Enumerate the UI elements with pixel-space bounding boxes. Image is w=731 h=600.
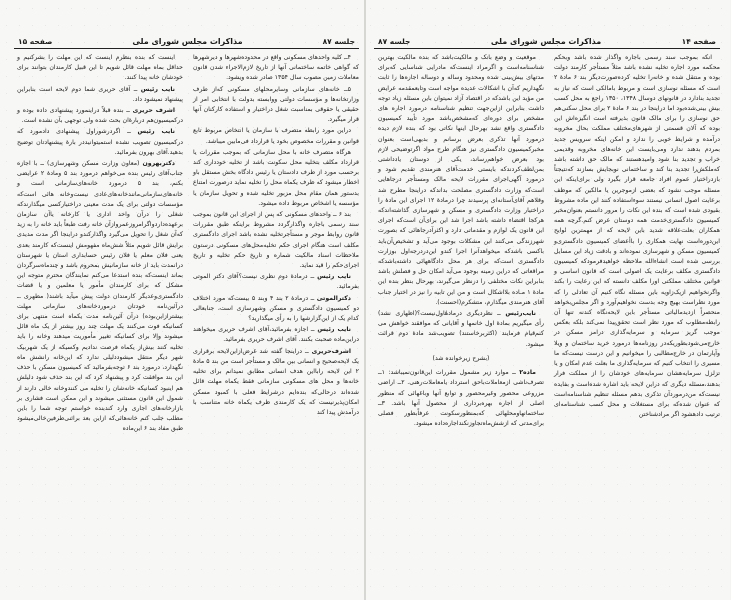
paragraph xyxy=(193,294,359,325)
speaker-name: نایب رئیس xyxy=(317,326,351,334)
paragraph xyxy=(193,53,359,84)
paragraph xyxy=(193,126,359,146)
paragraph xyxy=(193,325,359,345)
paragraph-text: اینست که بنده بنظرم اینست که این مهلت را بشرکنیم و حداقل بماه مهلت قائل شویم تا این قبیل کارمندان بتوانند برای خودشان خانه پیدا کنند. xyxy=(17,54,183,82)
text-columns xyxy=(374,53,720,430)
right-page xyxy=(365,0,730,600)
paragraph-text: موقعیت و وضع بانک و مالکیت‌باشد که بنده مالکیت بهترین شناسنامه‌است و اگرمراد اینست‌که مادرایی شناسایی که‌برای مدتهای بیش‌بینی شده ومحدود وساله و دوساله اجاره‌ها را ثابت نگهداریم که‌آن با اشکالات عدیده مواجه است وتابعمقدمه عرایض من مؤید این باشدکه در اقتصاد آزاد نمیتوان باین مسئله زیاد توجه داشت بنابراین ازاین‌جهت تنظیم شناسنامه درمورد اجاره های مشخص برای دوره‌ای که‌مشخص‌باشد مورد تأیید کمیسیون دادگستری واقع نشد بهرحال اینها نکاتی بود که بنده لازم دیده درمورد آنها تذکری بعرض برسانم و بدیهی‌است بعنوان مخبرکمیسیون دادگستری نیز هنگام طرح مواد اگرتوضیحی لازم بود بعرض خواهم‌رساند، یکی از دوستان یادداشتی بمن‌لطف‌کردند‌که بایستی خدمت‌آقای هنرمندی تقدیم شود و درمورد آگهی‌اجرای مقررات لایحه مالک ومستأجر درجاهایی است‌که وزارت دادگستری مصلحت بداندکه دراینجا مطرح شد وقلاهم آقای‌آستانه‌ای پرسیدند چرا درمادهٔ ۱۲ اجرای این مادهٔ را دراختیار وزارت دادگستری و مسکن و شهرسازی گذاشته‌اندکه هرکجا اقتضاء داشته باشد اجرا شد این برای‌آن است‌که اجرای این قانون یک لوازم و مقدماتی دارد و اکثرآدرجاهائی که بصورت شهرزندگی می‌کنند این مشکلات بوجود می‌آید و تشخیص‌آن‌باید باکسی باشدکه میخواهدآنرا اجرا کندو این‌دردرجه‌اول بوزارت دادگستری است‌که برای هر محل دادگاههائی داشته‌باشدکه مراقعاتی که دراین زمینه بوجود می‌آید امکان حل و فصلش باشد بنابراین نکات مختلفی را درنظر می‌گیرند، بهرحال بنظر بنده این مادهٔ ۱ مـاده بلااشکال است و من این تابیه را نیز در اختیار جناب آقای هنرمندی میگذارم، متشکرم(احسنت). xyxy=(378,54,544,306)
paragraph xyxy=(378,354,544,364)
column-right xyxy=(554,53,720,430)
paragraph-text: ــ نظردیگری درمادهٔاول‌نیست؟(اظهاری نشد) رأی میگیریم بمادهٔ اول خانمها و آقایانی که موافقند خواهش می کنم‌قیام فرمایند (اکثربرخاستند) تصویب‌شد مادهٔ دوم قرائت میشود. xyxy=(378,310,544,348)
speaker-name: دکترالموتی xyxy=(316,294,351,302)
paragraph xyxy=(193,347,359,418)
page-number: صفحه ۱۵ xyxy=(18,37,53,46)
speaker-name: دکتربهرون xyxy=(142,160,175,168)
paragraph xyxy=(17,106,183,126)
paragraph xyxy=(554,53,720,420)
paragraph-text: ــ اجازه بفرمائید،آقای اشرف حریری میخواهند دراین‌ماده صحبت بکنند. آقای اشرف حریری بفرمائید. xyxy=(193,326,359,344)
paragraph-text: ــ آقای حریری شما دوم لایحه است بنابراین پیشنهاد نمیشود داد. xyxy=(17,85,183,103)
paragraph-text: هرگاه متصرف خانه با محل سازمانی که بموجب مقررات یا قرارداد مکلف بتخلیه محل سکونت باشد از تخلیه خودداری کند برحسب مورد از طرف دادستان یا رئیس دادگاه بخش مستقل باو اخطار میشود که ظرف یکماه محل را تخلیه نماید درصورت امتناع بدستور همان مقام محل مزبور تخلیه شده و تحویل سازمان یا مؤسسه یا اشخاص مربوط داده میشود. xyxy=(193,148,359,207)
paragraph-text: ــ بنده قبلاً دراینمورد پیشنهادی داده بوده و درکمیسیون‌هم دربارهٔ‌ان بحث شده ولی توجهی بآن نشده است. xyxy=(17,107,183,125)
paragraph-text: (معاون وزارت مسکن وشهرسازی) ــ با اجازه جناب‌آقای رئیس بنده می‌خواهم درمورد بند ۵ ومادهٔ ۲ عرایضی بکنم، بند ۵ درمورد خانه‌های‌سازمانی است و خانه‌های‌سازمانی‌مانندخانه‌های‌عادی نیست‌وخانه هائی است‌که مؤسسات دولتی برای یک مدت معینی دراختیارکسی میگذارند‌که شغلی را درآن واحد اداری یا کارخانه یاآن سازمان برعهده‌داردواگرامروزعمرواز‌آن خانه رفت طبعاً باید خانه را به زید که‌آن شغل را تحویل می‌گیرد واگذارکندو دراینجا اگر مدت مدیدی برایش قائل شویم مثلاً شش‌ماه مفهومش اینست‌که کارمند بعدی یعنی فلان معلم یا فلان رئیس حسابداری استان یا شهرستان درانمدت باید از خانه سازمانیش بمحروم باشد و چندماه‌سرگردان بماند اینست‌که بنده استدعا می‌کنم نمایندگان محترم متوجه این مشکل که برای کارمندان مأمور یا معلمین و یا قضات دادگستری‌وعدیگر کارمندان دولت پیش میآید باشند( مطهری ــ درآئین‌نامه خودتان درموردخانه‌های سازمانی مهلت بیشترازاین‌بوده) درآن آئین‌نامه مدت یکماه است منتهی برای کسانیکه فوت می‌کنند یک مهلت چند روز بیشتر از یک ماه قائل میشوند واِلا برای کسانیکه تغییر مأموریت میدهند وخانه را باید تخلیه کنند بیش‌از یکماه فرصت ندادیم وکسیکه از یک شهربیک شهر دیگر منتقل میشوددلیلی ندارد که این‌خانه رانشش ماه نگهدارد، درمورد بند ۶ توجه‌بفرمائید که کمیسیون مسکن با حذف این بند موافقت کرد و پیشنهاد کرد که این بند حذف شود دلیلش هم اینبود کسانیکه خانه‌شان را تخلیه می کنندوخانه خالی دارند از شمول این قانون مستثنی میشوند و این ممکن است فشاری بر بازارخانه‌های اجاری وارد کندبنده خواستم توجه شما را باین مطلب جلب کنم خانه‌هائی‌که ازاین بعد براثنی‌طرفین‌خالی‌میشود طبق مفاد بند ۶ این‌ماده xyxy=(17,160,183,433)
column-left xyxy=(17,53,183,436)
paragraph xyxy=(17,53,183,84)
paragraph xyxy=(378,368,544,429)
paragraph xyxy=(17,85,183,105)
paragraph xyxy=(193,210,359,271)
session-number: جلسه ۸۷ xyxy=(378,37,411,46)
paragraph-text: ــ اگردرشوراول پیشنهادی دادمورد که درکمیسیون تصویب نشده استمیتوانیددر بارهٔ پیشنهادتان توضیح بدهید.آقای بهرون بفرمائید. xyxy=(17,128,183,156)
speaker-name: نایب رئیس xyxy=(140,85,175,93)
page-header xyxy=(374,34,720,49)
session-number: جلسه ۸۷ xyxy=(322,37,355,46)
paragraph-text: ــ درمادهٔ دوم نظری نیست؟آقای دکتر الموتی بفرمائید. xyxy=(193,273,359,291)
paragraph xyxy=(193,148,359,209)
paragraph-text: ــ دراینجا گفته شد غرض‌ازاین‌لایحه برقراری یک لایحه‌صحیح و انسانی بین مالک و مستأجر است من بند ۵ مادهٔ ۲ این لایحه رابااین هدف انسانی مطابق نمیدانم برای تخلیه خانه‌ها و محل های مسکونی سازمانی فقط یکماه مهلت قائل شده‌اند درحالی‌که بنده‌ایم درشرایط فعلی با کمبود مسکن امکان‌پذیرنیست که یک کارمندی ظرف یکماه خانه متناسب با درآمدش پیدا کند xyxy=(193,347,359,416)
paragraph xyxy=(193,85,359,126)
paragraph-text: بند ۶ ــ واحدهای مسکونی که پس از اجرای این قانون بموجب سند رسمی باجاره واگذارگردد مشروط براینکه طبق مقررات قانون روابط موجر و مستأجرتخلیه نشده باشد اجرای دادگستری مکلف است هنگام اجرای حکم تخلیه‌محل‌های مسکونی درستون ملاحظات اسناد مالکیت شماره و تاریخ حکم تخلیه و تاریخ اجرای‌حکم را قید نماید. xyxy=(193,211,359,270)
page-gutter xyxy=(364,0,366,600)
paragraph-text: ــ موارد زیر مشمول مقررات این‌قانون‌نمیباشد: ۱ــ تصرف‌ناشی ازمعاملات‌باحق استرداد یامعاملات‌رهنی. ۲ــ اراضی مزروعی محصور وغیرمحصور و توابع آنها وباغهائی که منظور اصلی از اجاره بهره‌برداری از محصول آنها باشد. ۳ــ ساختمانهاومحلهائی که‌بمنظورسکونت عرفاًبطور فصلی برای‌مدتی که ازشش‌ماه‌تجاوزنکنداجاره‌داده میشود. xyxy=(378,369,544,428)
paragraph-text: (بشرح زیرخوانده شد) xyxy=(432,354,490,362)
publication-title: مذاکرات مجلس شورای ملی xyxy=(132,37,243,46)
paragraph xyxy=(193,272,359,292)
paragraph-text: ــ درمادهٔ ۲ بند ۴ وبند ۵ بیست‌که مورد اختلاف دو کمیسیون دادگستری و مسکن وشهرسازی است، جنابعالی کدام یک از این‌گزارشها را به رأی میگذارید؟ xyxy=(193,294,359,323)
speaker-name: اشرف حریری xyxy=(132,107,175,115)
paragraph xyxy=(17,127,183,158)
column-right xyxy=(193,53,359,436)
speaker-name: اشرف‌حریری xyxy=(311,347,351,355)
speaker-name: نایب‌رئیس xyxy=(505,310,536,318)
left-page xyxy=(0,0,365,600)
paragraph-text: انکه بموجب سند رسمی باجاره واگذار شده باشد وبحکم محکمه مورد اجاره تخلیه نشده باشد مثلاً مستأجر کارمند دولت بوده و منتقل شده و خانه‌را تخلیه کرده‌صورت‌دیگر بند ۶ مادهٔ ۲ است که مسئله نوسازی است و مربوط بامالکی است که نیاز به تجدید بنادارد در قانونهای دوسال ۱۳۴۸، ۱۳۵۰ راجع به محل کسب بیش بینی‌شده‌بود اما دراینجا در بند ۶ مادهٔ ۲ برای محل سکنی‌هم حق نوسازی را برای مالک قانون بذیرفته است انگیزه‌اش این بوده که آلان قسمتی از شهرهای‌مختلف مملکت بحال مخروبه درآمده و شرایط خوبی را ندارد و امکن اینکه سرویس جدید بمردم بدهند ندارد ومی‌بایست این خانه‌های مخروبه وقدیمی خراب و تجدید بنا شود وامیدهستند که مالک حق داشته باشد که‌ملکش‌را تجدید بنا کند و ساختمانی نوبجایش بسازند که‌نتیجتاً بازدراختیار عموم افراد جامعه قرار بگیرد ولی برای‌اینکه این مسئله موجب نشود که بعضی ازموجرین یا مالکین که موظف برعایت اصول انسانی نیستند سوءاستفاده کنند این ماده مشروط بقیودی شده است که بنده این نکات را مرور دانستم بعنوان‌مخبر کمیسیون دادگستری‌خدمت همه دوستان عرض کنم.گرچه همه همکاران بعلت‌علاقه شدید باین لایحه که از مهمترین لوایح این‌دوره‌است نهایت همکاری را باأعضای کمیسیون دادگستری‌و کمیسیون مسکن و شهرسازی نموده‌اند و بادقت زیاد این مسایل بررسی شده است انشاءالله ملاحظه خواهیدفرمودکه کمیسیون دادگستری مکلف برعایت یک اصولی است که قانون اساسی و قوانین مختلف مملکتی اورا مکلف دانسته که این رعایت را بکند واگرنخواهیم ازیک‌زاویه باین مسئله نگاه کنیم آن تعادلی را که مورد نظراست بهیچ وجه بدست نخواهیم‌آورد و اگر مجلس‌بخواهد منحصراً ازدیدمالیاتی مستأجر باین لایحه‌نگاه کندنه تنها آن رابطه‌مطلوب که مورد نظر است تحقق‌پیدا نمی‌کند بلکه بعکس موجب گریز سرمایه و سرمایه‌گذاری درامر مسکن در خارج‌می‌شودبطوریکه‌در روزنامه‌ها درمورد خرید ساختمان و ویلا وآپارتمان در خارج‌مطالبی را میخوانیم و این درست نیست‌که ما مسیری را انتخاب کنیم که سرمایه‌گذاری ما بعلت عدم امکان و یا تزلزل سرمایه‌هشان سرمایه‌های خودشان را از مملکت فرار بدهند،مسئله دیگری که دراین لایحه باید اشاره شده‌است و بفایده نیست‌که من‌درموردآن تذکری بدهم مسئله تنظیم شناسنامه‌است که عنوان شده‌که برای مستغلات و محل کسب شناسنامه‌ای ترتیب دادهشود اگر مرادشناختن xyxy=(554,54,720,419)
paragraph-text: دراین مورد رابطه متصرف با سازمان یا انتخاص مربوط تابع قوانین و مقررات مخصوص بخود یا قرارداد فی‌مابین میباشد. xyxy=(193,127,359,145)
page-number: صفحه ۱۴ xyxy=(681,37,716,46)
speaker-name: نایب رئیس xyxy=(137,128,175,136)
paragraph xyxy=(17,159,183,434)
publication-title: مذاکرات مجلس شورای ملی xyxy=(490,37,602,46)
speaker-name: نایب رئیس xyxy=(317,273,351,281)
paragraph xyxy=(378,309,544,350)
column-left xyxy=(378,53,544,430)
paragraph xyxy=(378,53,544,308)
text-columns xyxy=(14,53,359,436)
speaker-name: ماده۲ xyxy=(519,369,536,377)
page-header xyxy=(14,34,359,49)
paragraph-text: ۵ــ خانه‌های سازمانی وسایرمحلهای مسکونی که‌از طرف وزارتخانه‌ها و مؤسسات دولتی ووابسته بدولت با انتخابی امر از حقیقی یا حقوقی بمناسبت شغل دراختیار و استفاده کارکنان آنها قرار میگیرد. xyxy=(193,85,359,124)
paragraph-text: ۴ــ کلیه واحدهای مسکونی واقع در محدوده‌شهرها و دیرشهرها که گواهی خاتمه ساختمانی آنها از تاریخ لازم‌الاجراء شدن قانون معاملات زمین مصوب سال ۱۳۵۴ صادر شده ویشود. xyxy=(193,54,359,82)
